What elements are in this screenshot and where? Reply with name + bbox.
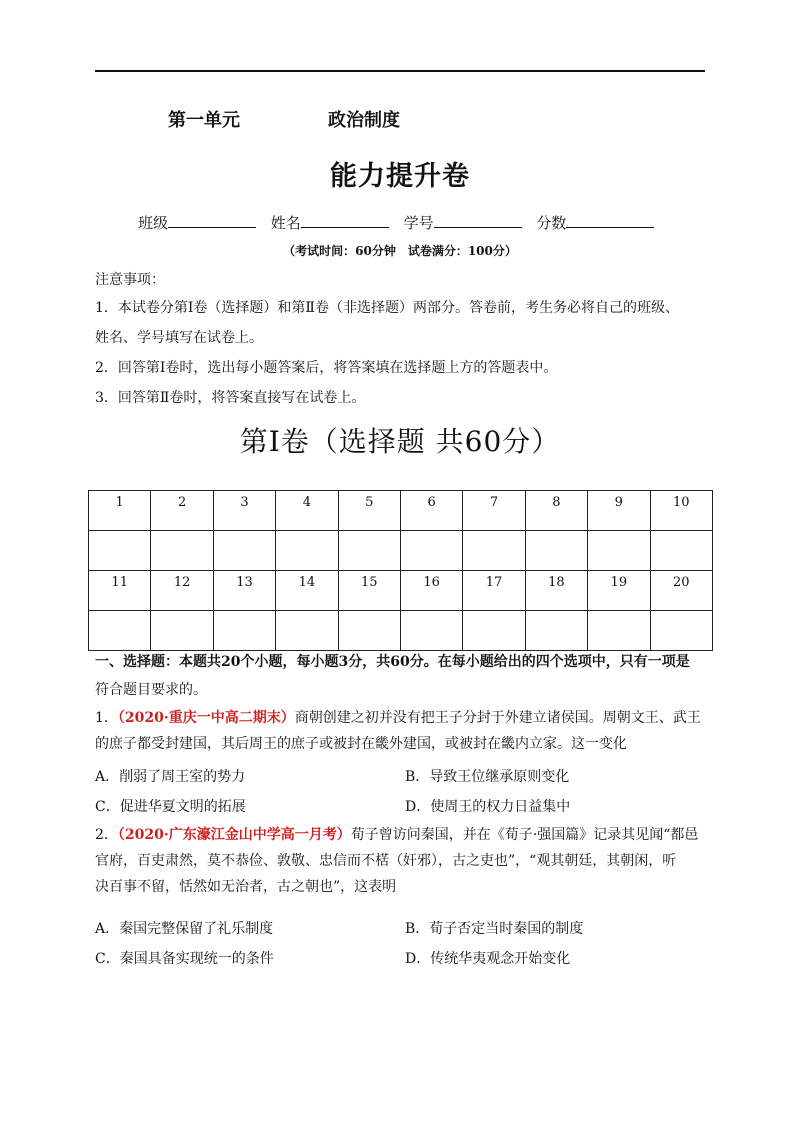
header-rule [95, 70, 705, 72]
answer-cell[interactable] [650, 531, 712, 571]
answer-cell[interactable] [276, 531, 338, 571]
answer-cell[interactable] [463, 531, 525, 571]
answer-cell[interactable] [151, 611, 213, 651]
notes-heading: 注意事项： [95, 272, 165, 288]
option-c[interactable]: C．秦国具备实现统一的条件 [95, 951, 274, 967]
option-d[interactable]: D．传统华夷观念开始变化 [405, 951, 571, 967]
answer-cell[interactable] [400, 531, 462, 571]
student-id-field[interactable]: 学号 [404, 212, 522, 233]
answer-input-row [89, 531, 713, 571]
question-source: （2020·重庆一中高二期末） [117, 710, 295, 726]
answer-number: 20 [650, 571, 712, 611]
answer-cell[interactable] [338, 611, 400, 651]
question-text: 决百事不留，恬然如无治者，古之朝也”，这表明 [95, 879, 397, 895]
answer-input-row [89, 611, 713, 651]
question-1 [95, 705, 710, 757]
question-text: 的庶子都受封建国，其后周王的庶子或被封在畿外建国，或被封在畿内立家。这一变化 [95, 736, 627, 752]
answer-cell[interactable] [338, 531, 400, 571]
exam-meta: （考试时间：60分钟 试卷满分：100分） [283, 244, 517, 258]
answer-number: 13 [213, 571, 275, 611]
answer-cell[interactable] [151, 531, 213, 571]
option-c[interactable]: C．促进华夏文明的拓展 [95, 799, 246, 815]
answer-cell[interactable] [89, 531, 151, 571]
answer-number: 11 [89, 571, 151, 611]
subject-label: 政治制度 [328, 110, 400, 131]
answer-cell[interactable] [89, 611, 151, 651]
answer-table [88, 490, 713, 651]
question-text: 官府，百吏肃然，莫不恭俭、敦敬、忠信而不楛（奸邪），古之吏也”，“观其朝廷，其朝闲，听 [95, 853, 677, 869]
score-field[interactable]: 分数 [536, 212, 654, 233]
answer-number: 14 [276, 571, 338, 611]
answer-cell[interactable] [276, 611, 338, 651]
answer-cell[interactable] [588, 531, 650, 571]
student-id-blank[interactable] [434, 212, 522, 228]
answer-cell[interactable] [588, 611, 650, 651]
question-text: 荀子曾访问秦国，并在《荀子·强国篇》记录其见闻“都邑 [350, 827, 699, 843]
part-heading: 一、选择题：本题共20个小题，每小题3分，共60分。在每小题给出的四个选项中，只有一项是 符合题目要求的。 [95, 654, 690, 698]
answer-cell[interactable] [400, 611, 462, 651]
answer-number: 17 [463, 571, 525, 611]
answer-cell[interactable] [463, 611, 525, 651]
question-text: 商朝创建之初并没有把王子分封于外建立诸侯国。周朝文王、武王 [294, 710, 701, 726]
name-blank[interactable] [301, 212, 389, 228]
answer-number: 7 [463, 491, 525, 531]
answer-number: 4 [276, 491, 338, 531]
answer-cell[interactable] [525, 611, 587, 651]
answer-cell[interactable] [525, 531, 587, 571]
answer-number: 3 [213, 491, 275, 531]
option-a[interactable]: A．削弱了周王室的势力 [95, 769, 246, 785]
unit-label: 第一单元 [168, 110, 240, 131]
name-field[interactable]: 姓名 [271, 212, 389, 233]
answer-number: 15 [338, 571, 400, 611]
answer-cell[interactable] [213, 531, 275, 571]
question-source: （2020·广东濠江金山中学高一月考） [117, 827, 351, 843]
note-item: 2．回答第Ⅰ卷时，选出每小题答案后，将答案填在选择题上方的答题表中。 [95, 360, 558, 376]
answer-cell[interactable] [213, 611, 275, 651]
answer-number: 2 [151, 491, 213, 531]
notes-block [95, 270, 705, 408]
section-title: 第Ⅰ卷（选择题 共60分） [239, 425, 561, 458]
answer-number: 19 [588, 571, 650, 611]
answer-number: 6 [400, 491, 462, 531]
answer-number: 1 [89, 491, 151, 531]
answer-number: 10 [650, 491, 712, 531]
score-blank[interactable] [566, 212, 654, 228]
note-item: 3．回答第Ⅱ卷时，将答案直接写在试卷上。 [95, 390, 366, 406]
answer-number: 18 [525, 571, 587, 611]
option-a[interactable]: A．秦国完整保留了礼乐制度 [95, 921, 274, 937]
answer-number: 9 [588, 491, 650, 531]
answer-number: 16 [400, 571, 462, 611]
answer-cell[interactable] [650, 611, 712, 651]
page-title: 能力提升卷 [330, 161, 470, 192]
question-number: 1． [95, 710, 118, 726]
student-info-row [138, 212, 664, 233]
option-b[interactable]: B．荀子否定当时秦国的制度 [405, 921, 584, 937]
answer-number: 12 [151, 571, 213, 611]
answer-header-row [89, 571, 713, 611]
class-field[interactable]: 班级 [138, 212, 256, 233]
answer-header-row [89, 491, 713, 531]
answer-number: 8 [525, 491, 587, 531]
question-number: 2． [95, 827, 118, 843]
question-2 [95, 822, 710, 900]
class-blank[interactable] [168, 212, 256, 228]
option-b[interactable]: B．导致王位继承原则变化 [405, 769, 570, 785]
note-item: 姓名、学号填写在试卷上。 [95, 330, 263, 346]
answer-number: 5 [338, 491, 400, 531]
option-d[interactable]: D．使周王的权力日益集中 [405, 799, 571, 815]
note-item: 1．本试卷分第Ⅰ卷（选择题）和第Ⅱ卷（非选择题）两部分。答卷前，考生务必将自己的班级、 [95, 300, 679, 316]
